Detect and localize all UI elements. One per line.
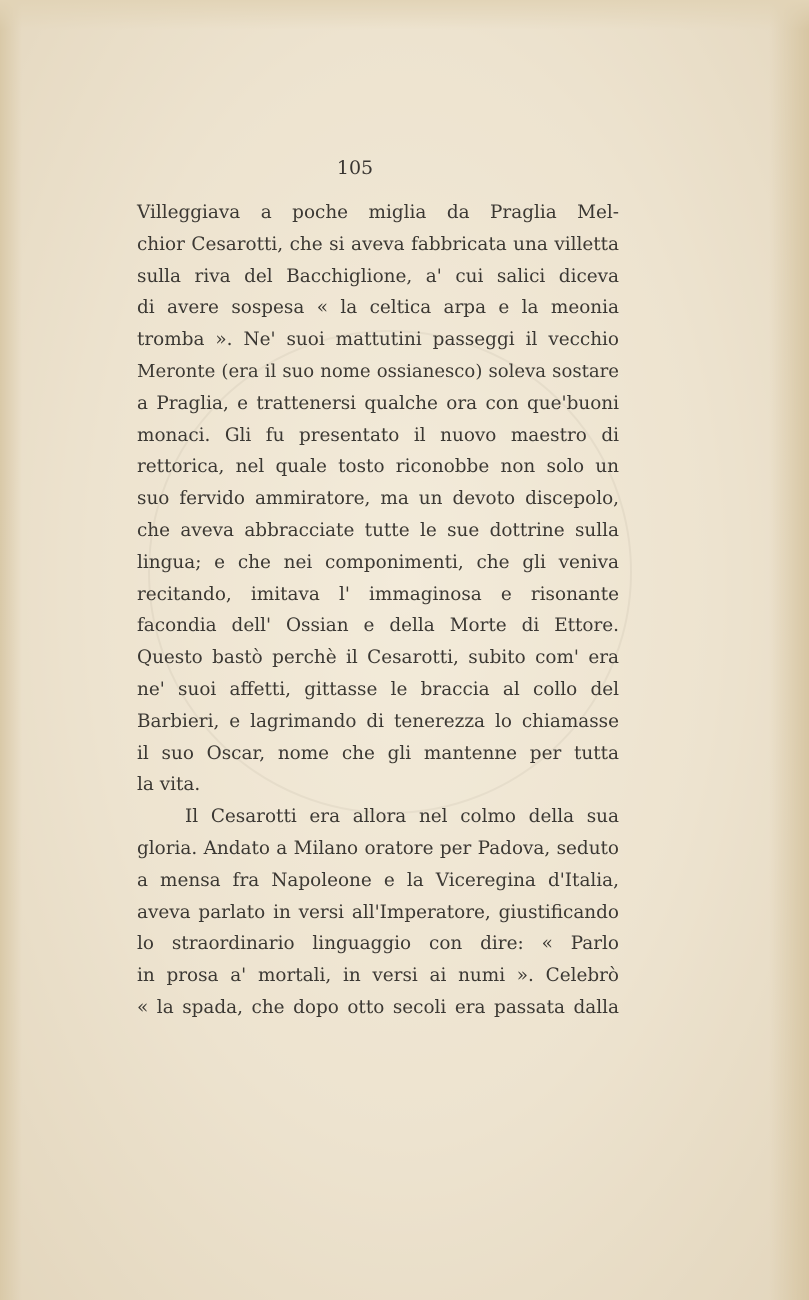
text-line: di avere sospesa « la celtica arpa e la meonia: [137, 297, 619, 319]
text-line: Meronte (era il suo nome ossianesco) soleva sostare: [137, 360, 619, 382]
page-edge-top: [0, 0, 809, 30]
text-line: ne' suoi affetti, gittasse le braccia al collo del: [137, 678, 619, 700]
text-line: che aveva abbracciate tutte le sue dottrine sulla: [137, 519, 619, 541]
page-edge-left: [0, 0, 22, 1300]
page-edge-right: [769, 0, 809, 1300]
text-line: gloria. Andato a Milano oratore per Padova, seduto: [137, 837, 619, 859]
text-line: rettorica, nel quale tosto riconobbe non solo un: [137, 456, 619, 478]
text-line: a mensa fra Napoleone e la Viceregina d'Italia,: [137, 869, 619, 891]
text-line: Il Cesarotti era allora nel colmo della sua: [185, 806, 619, 828]
text-line: aveva parlato in versi all'Imperatore, giustificando: [137, 901, 619, 923]
text-line: lo straordinario linguaggio con dire: « Parlo: [137, 933, 619, 955]
text-line: Villeggiava a poche miglia da Praglia Mel-: [137, 202, 619, 223]
text-line: sulla riva del Bacchiglione, a' cui salici diceva: [137, 265, 619, 287]
text-line: chior Cesarotti, che si aveva fabbricata una villetta: [137, 233, 619, 255]
text-line: facondia dell' Ossian e della Morte di Ettore.: [137, 615, 619, 637]
page-number: 105: [336, 157, 374, 179]
body-text: [137, 197, 619, 1024]
text-line: Barbieri, e lagrimando di tenerezza lo chiamasse: [137, 710, 619, 732]
text-line: a Praglia, e trattenersi qualche ora con que'buoni: [137, 392, 619, 414]
text-line: « la spada, che dopo otto secoli era passata dalla: [137, 996, 619, 1018]
text-line: in prosa a' mortali, in versi ai numi ». Celebrò: [137, 965, 619, 987]
text-line: suo fervido ammiratore, ma un devoto discepolo,: [137, 488, 619, 510]
text-line: monaci. Gli fu presentato il nuovo maestro di: [137, 424, 619, 446]
text-line: lingua; e che nei componimenti, che gli veniva: [137, 551, 619, 573]
text-line: il suo Oscar, nome che gli mantenne per tutta: [137, 742, 619, 764]
text-line: tromba ». Ne' suoi mattutini passeggi il vecchio: [137, 329, 619, 351]
text-line: Questo bastò perchè il Cesarotti, subito com' era: [137, 647, 619, 669]
text-line: recitando, imitava l' immaginosa e risonante: [137, 583, 619, 605]
text-line: la vita.: [137, 774, 201, 796]
